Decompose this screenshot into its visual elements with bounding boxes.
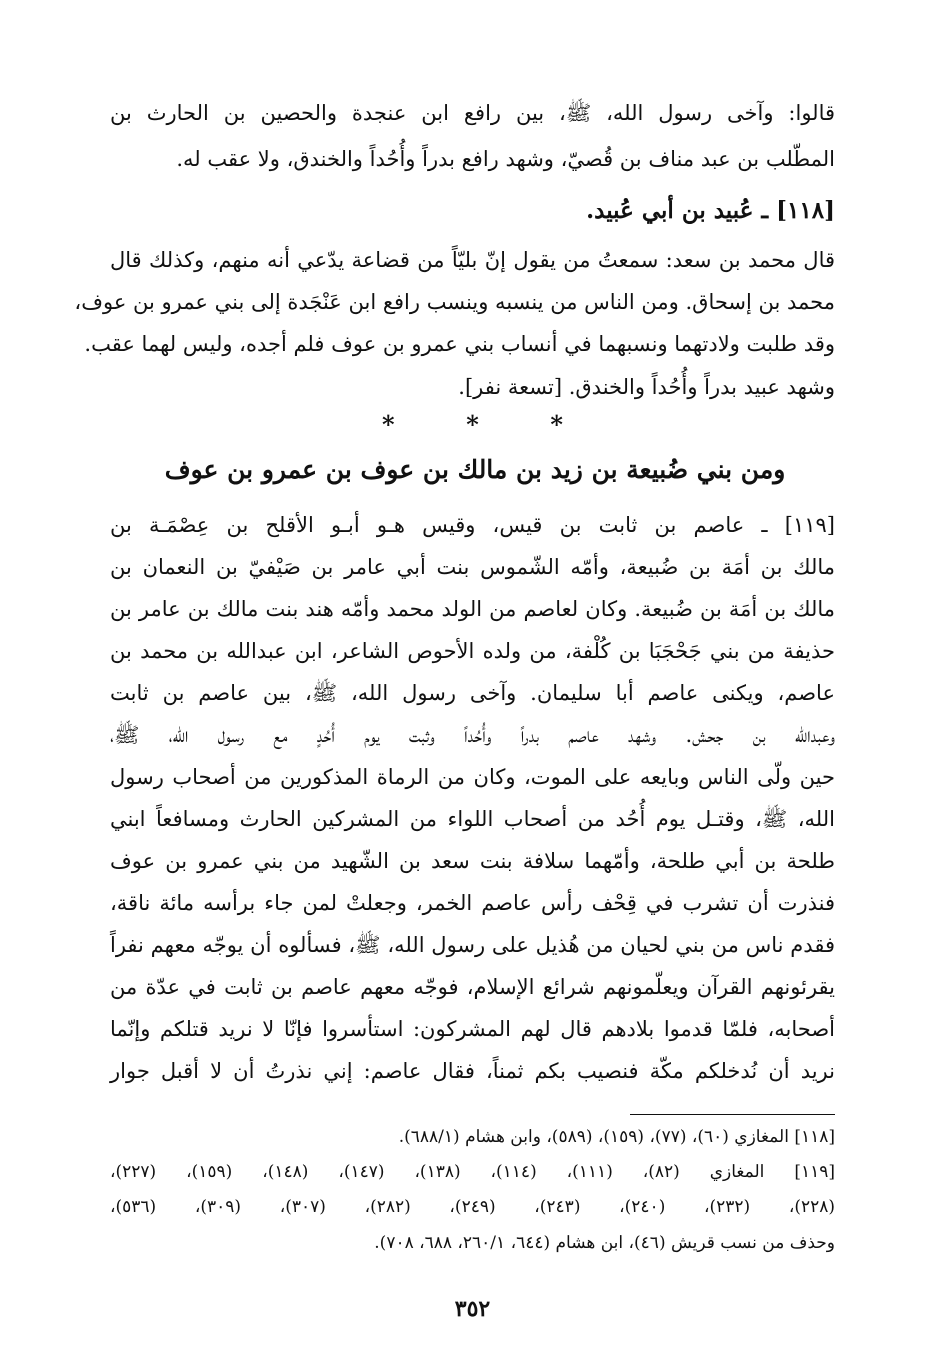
footnote: وحذف من نسب قريش (٤٦)، ابن هشام (٦٤٤، ٢٦٠/١، ٦٨٨، ٧٠٨). (374, 1233, 835, 1253)
section-separator (0, 410, 945, 440)
text-line: وقد طلبت ولادتهما ونسبهما في أنساب بني عمرو بن عوف فلم أجده، وليس لهما عقب. (84, 332, 835, 356)
text-line: قالوا: وآخى رسول الله، ﷺ، بين رافع ابن عنجدة والحصين بن الحارث بن (110, 101, 835, 125)
text-line: يقرئونهم القرآن ويعلّمونهم شرائع الإسلام، فوجّه معهم عاصم بن ثابت في عدّة من (110, 975, 835, 999)
separator-star: * (550, 410, 563, 439)
text-line: حذيفة من بني جَحْجَبَا بن كُلْفة، من ولده الأحوص الشاعر، ابن عبدالله بن محمد بن (110, 639, 835, 663)
text-line: وعبدالله بن جحش. وشهد عاصم بدراً وأُحُداً وثبت يوم أُحُدٍ مع رسول الله، ﷺ، (110, 723, 835, 747)
text-line: فنذرت أن تشرب في قِحْف رأس عاصم الخمر، وجعلتْ لمن جاء برأسه مائة ناقة، (110, 891, 835, 915)
text-line: عاصم، ويكنى عاصم أبا سليمان. وآخى رسول الله، ﷺ، بين عاصم بن ثابت (110, 681, 835, 705)
separator-star: * (466, 410, 479, 439)
text-line: نريد أن نُدخلكم مكّة فنصيب بكم ثمناً، فقال عاصم: إني نذرتُ أن لا أقبل جوار (110, 1059, 835, 1083)
text-line: فقدم ناس من بني لحيان من هُذيل على رسول الله، ﷺ، فسألوه أن يوجّه معهم نفراً (110, 933, 835, 957)
text-line: محمد بن إسحاق. ومن الناس من ينسبه وينسب رافع ابن عَنْجَدة إلى بني عمرو بن عوف، (74, 290, 835, 314)
text-line: مالك بن أمَة بن ضُبيعة. وكان لعاصم من الولد محمد وأمّه هند بنت مالك بن عامر بن (110, 597, 835, 621)
text-line: حين ولّى الناس وبايعه على الموت، وكان من الرماة المذكورين من أصحاب رسول (110, 765, 835, 789)
footnote-divider (630, 1114, 835, 1115)
text-line: وشهد عبيد بدراً وأُحُداً والخندق. [تسعة نفر]. (458, 375, 835, 399)
section-title: ومن بني ضُبيعة بن زيد بن مالك بن عوف بن عمرو بن عوف (164, 455, 786, 484)
text-line: المطّلب بن عبد مناف بن قُصيّ، وشهد رافع بدراً وأُحُداً والخندق، ولا عقب له. (176, 147, 835, 171)
text-line: مالك بن أمَة بن ضُبيعة، وأمّه الشّموس بنت أبي عامر بن صَيْفيّ بن النعمان بن (110, 555, 835, 579)
footnote: [١١٨] المغازي (٦٠)، (٧٧)، (١٥٩)، (٥٨٩)، وابن هشام (٦٨٨/١). (398, 1127, 835, 1147)
footnote: (٢٢٨)، (٢٣٢)، (٢٤٠)، (٢٤٣)، (٢٤٩)، (٢٨٢)، (٣٠٧)، (٣٠٩)، (٥٣٦)، (110, 1197, 836, 1217)
page-number: ٣٥٢ (454, 1296, 491, 1322)
separator-star: * (382, 410, 395, 439)
text-line: أصحابه، فلمّا قدموا بلادهم قال لهم المشركون: استأسروا فإنّا لا نريد قتلكم وإنّما (110, 1017, 835, 1041)
text-line: قال محمد بن سعد: سمعتُ من يقول إنّ بليّاً من قضاعة يدّعي أنه منهم، وكذلك قال (110, 248, 835, 272)
footnote: [١١٩] المغازي (٨٢)، (١١١)، (١١٤)، (١٣٨)، (١٤٧)، (١٤٨)، (١٥٩)، (٢٢٧)، (110, 1162, 835, 1182)
entry-heading-118: [١١٨] ـ عُبيد بن أبي عُبيد. (586, 197, 835, 224)
entry-heading-119: [١١٩] ـ عاصم بن ثابت بن قيس، وقيس هـو أبـو الأقلح بن عِصْمَـة بن (110, 513, 835, 537)
text-line: طلحة بن أبي طلحة، وأمّهما سلافة بنت سعد بن الشّهيد من بني عمرو بن عوف (110, 849, 835, 873)
text-line: الله، ﷺ، وقتـل يوم أُحُد من أصحاب اللواء من المشركين الحارث ومسافعاً ابني (110, 807, 835, 831)
